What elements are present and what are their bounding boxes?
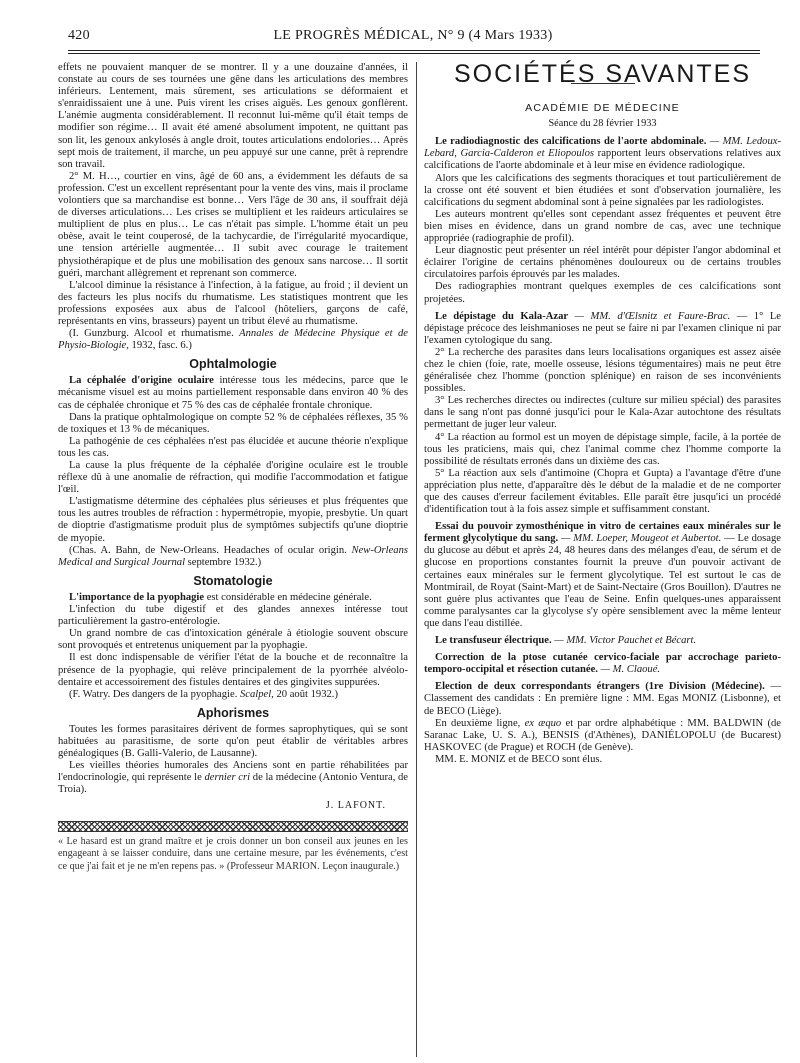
paragraph xyxy=(58,592,408,604)
paragraph: effets ne pouvaient manquer de se montrer. Il y a une douzaine d'années, il constate au cours de ses tournées une gêne dans les articulations des membres inférieurs. Lentement, mais sûrement, ses articulations se déformaient et s'enraidissaient une à une. Puis virent les crises aiguës. Les genoux gonflèrent. L'anémie augmenta considérablement. Il reconnut lui-même qu'il était temps de modifier son régime… Il avait été amené absolument impotent, ne quittant pas son lit, les genoux ankylosés à angle droit, toutes articulations endolories… Après sept mois de traitement, il marche, un peu appuyé sur une canne, prêt à reprendre son travail. xyxy=(58,62,408,170)
paragraph-text: Les vieilles théories humorales des Anciens sont en partie réhabilitées par l'endocrinologie, qui représente le xyxy=(58,760,408,784)
author-signature: J. LAFONT. xyxy=(325,800,386,812)
paragraph-tail: et par ordre alphabétique : MM. BALDWIN (de Saranac Lake, U. S. A.), BENSIS (d'Athènes), DANIÉLOPOLU (de Bucarest) HASKOVEC (de Prague) et ROCH (de Genève). xyxy=(424,717,781,753)
paragraph: 2° M. H…, courtier en vins, âgé de 60 ans, a évidemment les défauts de sa profession. C'est un excellent représentant pour la vente des vins, mais il proclame volontiers que sa marchandise est bonne… Vers l'âge de 30 ans, il souffrait déjà de diverses articulations… Les crises se multiplient et les raideurs articulaires se multiplient de plus en plus… Le cas n'était pas simple. L'homme était un peu obèse, avait le teint couperosé, de la tachycardie, de l'irrégularité myocardique, une tension artérielle augmentée… Il subit avec courage le traitement physiothérapique et de plus une mobilisation des genoux sans narcose… Il sortit guéri, marchant allègrement et reprenant son commerce. xyxy=(58,170,408,279)
citation-tail: 20 août 1932.) xyxy=(273,688,338,700)
communication-authors: — MM. Ledoux-Lebard, Garcia-Calderon et Eliopoulos xyxy=(424,136,781,160)
paragraph: La pathogénie de ces céphalées n'est pas élucidée et aucune théorie n'explique tous les cas. xyxy=(58,435,408,459)
communication-text: — 1° Le dépistage précoce des leishmanioses ne peut se faire ni par l'examen clinique ni par l'examen cytologique du sang. xyxy=(424,310,781,346)
paragraph xyxy=(424,718,781,754)
communication-title: Election de deux correspondants étrangers (1re Division (Médecine). xyxy=(435,681,765,693)
paragraph: Dans la pratique ophtalmologique on compte 52 % de céphalées réflexes, 35 % de toxiques et 13 % de mécaniques. xyxy=(58,411,408,435)
section-heading-aphorismes: Aphorismes xyxy=(196,705,270,720)
italic-phrase: ex æquo xyxy=(524,717,562,729)
communication-text: — Le dosage du glucose au début et après 24, 48 heures dans des mélanges d'eau, de sérum et de glucose en proportions constantes fournit la preuve d'un pouvoir activant de certaines eaux minérales sur le ferment glycolytique. Tel est surtout le cas de Montmirail, de Royat (Saint-Mart) et de Saint-Nectaire (Gros Bouillon). D'autres ne sont guère plus activantes que l'eau de Seine. Enfin quelques-unes apparaissent comme paralysantes car la glycolyse s'y opère sensiblement avec la même lenteur que dans l'eau distillée. xyxy=(424,533,781,629)
paragraph: 5° La réaction aux sels d'antimoine (Chopra et Gupta) a l'avantage d'être d'une appréciation plus nette, d'apparaître dès le début de la maladie et de ne comporter que des causes d'erreur facilement évitables. Elle paraît être jusqu'ici un procédé d'identification tout à la fois assez simple et suffisamment constant. xyxy=(424,467,781,516)
section-title: SOCIÉTÉS SAVANTES xyxy=(453,60,752,88)
right-column xyxy=(424,62,781,766)
paragraph-text: En deuxième ligne, xyxy=(435,717,525,729)
citation-journal: New-Orleans Medical and Surgical Journal xyxy=(58,544,408,568)
paragraph: Les auteurs montrent qu'elles sont cependant assez fréquentes et peuvent être bien mises en évidence, dans un grand nombre de cas, avec une technique appropriée (radiographie de profil). xyxy=(424,208,781,245)
citation-text: (Chas. A. Bahn, de New-Orleans. Headaches of ocular origin. xyxy=(69,544,352,556)
paragraph: MM. E. MONIZ et de BECO sont élus. xyxy=(435,753,603,765)
society-name: ACADÉMIE DE MÉDECINE xyxy=(525,102,680,115)
paragraph: Leur diagnostic peut présenter un réel intérêt pour dépister l'angor abdominal et éclairer l'origine de certains phénomènes douloureux ou de certains troubles circulatoires parfois éprouvés par les malades. xyxy=(424,245,781,281)
citation-journal: Annales de Médecine Physique et de Physio-Biologie, xyxy=(58,328,408,352)
citation xyxy=(58,689,408,701)
session-date: Séance du 28 février 1933 xyxy=(548,118,657,130)
paragraph xyxy=(58,760,408,796)
communication xyxy=(424,652,781,676)
section-heading-stomatologie: Stomatologie xyxy=(193,573,273,588)
communication-title: Le transfuseur électrique. xyxy=(435,635,552,647)
paragraph: L'alcool diminue la résistance à l'infection, à la fatigue, au froid ; il devient un des facteurs les plus nocifs du rhumatisme. Les statistiques montrent que les professions exposées aux abus de l'alcool (hôteliers, garçons de café, représentants en vins, brasseurs) payent un tribut élevé au rhumatisme. xyxy=(58,279,408,327)
lead-phrase: La céphalée d'origine oculaire xyxy=(69,375,214,387)
communication-authors: — MM. Victor Pauchet et Bécart. xyxy=(551,635,697,647)
communication xyxy=(424,521,781,630)
paragraph: Alors que les calcifications des segments thoraciques et tout particulièrement de la crosse ont été souvent et bien étudiées et sont d'observation journalière, les calcifications du segment abdominal sont à peine signalées par les radiologistes. xyxy=(424,172,781,208)
citation-tail: 1932, fasc. 6.) xyxy=(128,340,192,352)
communication-title: Le radiodiagnostic des calcifications de l'aorte abdominale. xyxy=(435,136,707,148)
section-heading-ophtalmologie: Ophtalmologie xyxy=(189,357,277,372)
column-divider xyxy=(416,62,417,1057)
page-number: 420 xyxy=(68,28,90,43)
citation-text: (F. Watry. Des dangers de la pyophagie. xyxy=(69,688,240,700)
running-header xyxy=(68,28,758,48)
communication-authors: — MM. d'Œlsnitz et Faure-Brac. xyxy=(568,310,731,322)
communication-text: rapportent leurs observations relatives aux calcifications de l'aorte abdominale et à leur mise en évidence radiologique. xyxy=(424,148,781,172)
communication-text: — Classement des candidats : En première ligne : MM. Egas MONIZ (Lisbonne), et de BECO (Liège). xyxy=(424,681,781,717)
paragraph: La cause la plus fréquente de la céphalée d'origine oculaire est le trouble réflexe dû à une anomalie de réfraction, qui modifie l'accommodation et fatigue l'œil. xyxy=(58,460,408,496)
header-rule xyxy=(68,50,760,51)
communication xyxy=(424,681,781,717)
italic-phrase: dernier cri xyxy=(204,772,251,784)
header-rule-2 xyxy=(68,53,760,54)
communication xyxy=(424,635,781,647)
left-column xyxy=(58,62,408,874)
paragraph: Des radiographies montrant quelques exemples de ces calcifications sont projetées. xyxy=(424,281,781,305)
paragraph: Il est donc indispensable de vérifier l'état de la bouche et de reconnaître la présence de la pyophagie, qui relève principalement de la pyorrhée alvéolo-dentaire et accessoirement des fistules dentaires et des gingivites suppurées. xyxy=(58,652,408,688)
communication-title: Le dépistage du Kala-Azar xyxy=(435,310,569,322)
citation-journal: Scalpel, xyxy=(240,688,274,700)
lead-phrase: L'importance de la pyophagie xyxy=(69,591,205,603)
communication xyxy=(424,311,781,347)
paragraph-tail: de la médecine (Antonio Ventura, de Troia). xyxy=(58,772,409,796)
paragraph: L'astigmatisme détermine des céphalées plus sérieuses et plus fréquentes que tous les autres troubles de réfraction : hypermétropie, myopie, presbytie. Un quart de dioptrie d'astigmatisme produit plus de symptômes subjectifs qu'une dioptrie de myopie. xyxy=(58,496,408,544)
communication-authors: — M. Claoué. xyxy=(597,664,661,676)
communication-authors: — MM. Loeper, Mougeot et Aubertot. xyxy=(558,533,722,545)
paragraph-text: intéresse tous les médecins, parce que le mécanisme visuel est au moins partiellement responsable dans environ 40 % des cas de céphalée chronique et 75 % des cas de céphalée frontale chronique. xyxy=(58,375,408,411)
paragraph: 4° La réaction au formol est un moyen de dépistage simple, facile, à la portée de tous les praticiens, mais qui, chez l'animal comme chez l'homme comporte la possibilité de résultats erronés dans un dixième des cas. xyxy=(424,431,781,467)
citation-tail: septembre 1932.) xyxy=(185,556,262,568)
citation xyxy=(58,328,408,352)
communication-title: Correction de la ptose cutanée cervico-faciale par accrochage parieto-temporo-occipital et résection cutanée. xyxy=(424,652,781,676)
paragraph xyxy=(58,375,408,411)
paragraph: 3° Les recherches directes ou indirectes (culture sur milieu spécial) des parasites dans le sang n'ont pas donné jusqu'ici pour le Kala-Azar autochtone des résultats permettant de juger leur valeur. xyxy=(424,395,781,431)
paragraph: Un grand nombre de cas d'intoxication générale à étiologie souvent obscure sont provoqués et entretenus uniquement par la pyophagie. xyxy=(58,628,408,652)
epigraph-quote: « Le hasard est un grand maître et je crois donner un bon conseil aux jeunes en les engageant à se laisser conduire, dans une certaine mesure, par les événements, c'est ce que j'ai fait et je ne m'en repens pas. » (Professeur MARION. Leçon inaugurale.) xyxy=(58,835,408,873)
paragraph: L'infection du tube digestif et des glandes annexes intéresse tout particulièrement la gastro-entérologie. xyxy=(58,604,408,628)
citation-text: (I. Gunzburg. Alcool et rhumatisme. xyxy=(69,328,240,340)
decorative-ornament-band xyxy=(58,821,408,832)
paragraph: Toutes les formes parasitaires dérivent de formes saprophytiques, qui se sont habituées au parasitisme, de sorte qu'on peut établir de véritables arbres généalogiques (B. Galli-Valerio, de Lausanne). xyxy=(58,723,408,760)
citation xyxy=(58,545,408,569)
communication-title: Essai du pouvoir zymosthénique in vitro de certaines eaux minérales sur le ferment glycolytique du sang. xyxy=(424,521,781,545)
paragraph: 2° La recherche des parasites dans leurs localisations organiques est assez aisée chez le chien (foie, rate, moelle osseuse, lésions tégumentaires) mais ne peut être généralisée chez l'homme (ponction splénique) en raison de ses inconvénients possibles. xyxy=(424,346,781,395)
running-title: LE PROGRÈS MÉDICAL, N° 9 (4 Mars 1933) xyxy=(273,28,553,43)
paragraph-text: est considérable en médecine générale. xyxy=(204,591,372,603)
communication xyxy=(424,136,781,172)
